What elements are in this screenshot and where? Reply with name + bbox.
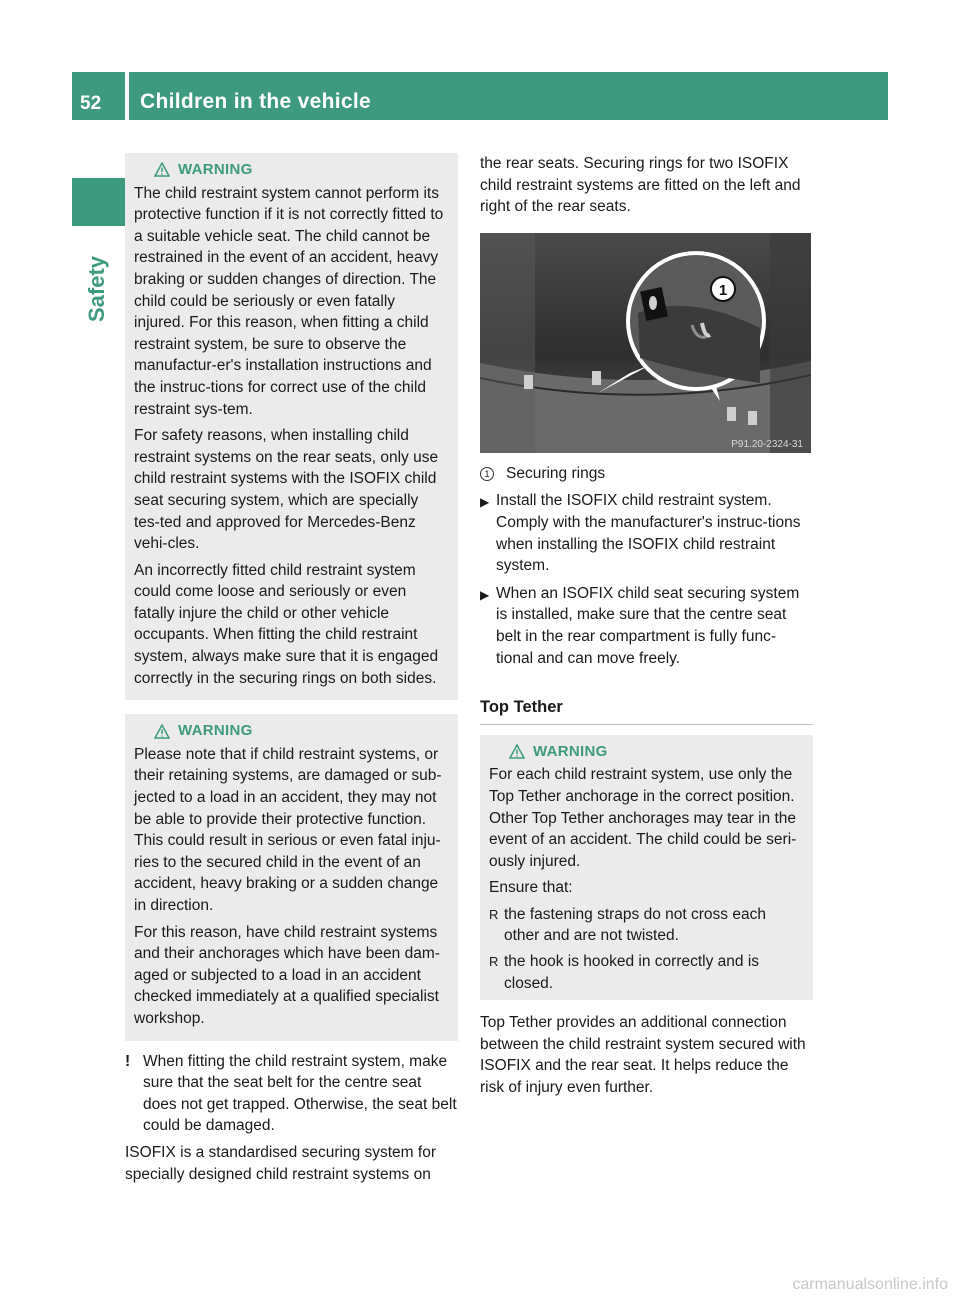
legend-text: Securing rings (506, 464, 606, 482)
bullet-icon: R (489, 906, 499, 922)
legend-item (480, 463, 813, 485)
warning-paragraph: Please note that if child restraint systems, or their retaining systems, are damaged or sub-jected to a load in an accident, they may not be able to provide their protective function. This could result in serious or even fatal inju-ries to the secured child in the event of an accident, heavy braking or a sudden change in direction. (134, 745, 442, 914)
warning-header (154, 159, 448, 181)
bullet-item (489, 951, 803, 994)
left-column (125, 153, 458, 1185)
warning-header (154, 720, 448, 742)
step-arrow-icon: ▶ (480, 495, 490, 510)
warning-triangle-icon (509, 744, 525, 759)
instruction-step (480, 583, 813, 669)
warning-header (509, 741, 803, 763)
notice-text: When fitting the child restraint system, make sure that the seat belt for the centre seat does not get trapped. Otherwise, the seat belt could be damaged. (143, 1052, 457, 1135)
bullet-text: the hook is hooked in correctly and is closed. (504, 953, 760, 992)
image-code: P91.20-2324-31 (731, 438, 803, 450)
section-marker (72, 178, 125, 226)
notice-item (125, 1051, 458, 1137)
section-tab: Safety (84, 255, 109, 322)
page-number: 52 (80, 93, 102, 114)
step-text: Install the ISOFIX child restraint system. Comply with the manufacturer's instruc-tions when installing the ISOFIX child restraint system. (496, 492, 801, 575)
warning-paragraph: Ensure that: (489, 879, 573, 897)
warning-box (125, 153, 458, 700)
warning-title: WARNING (178, 161, 253, 178)
body-text: Top Tether provides an additional connection between the child restraint system secured with ISOFIX and the rear seat. It helps reduce the risk of injury even further. (480, 1014, 806, 1097)
body-text: the rear seats. Securing rings for two ISOFIX child restraint systems are fitted on the left and right of the rear seats. (480, 155, 801, 216)
step-arrow-icon: ▶ (480, 587, 490, 602)
warning-box (480, 735, 813, 1001)
right-column (480, 153, 813, 1099)
warning-triangle-icon (154, 162, 170, 177)
watermark: carmanualsonline.info (792, 1276, 948, 1293)
warning-box (125, 714, 458, 1040)
warning-title: WARNING (533, 742, 608, 760)
body-text: ISOFIX is a standardised securing system for specially designed child restraint systems on (125, 1143, 436, 1183)
callout-number: 1 (718, 281, 728, 299)
isofix-rings-photo (480, 233, 811, 453)
bullet-text: the fastening straps do not cross each other and are not twisted. (504, 905, 766, 945)
bullet-icon: R (489, 954, 499, 970)
bullet-item (489, 904, 803, 947)
warning-paragraph: The child restraint system cannot perform its protective function if it is not correctly fitted to a suitable vehicle seat. The child cannot be restrained in the event of an accident, heavy braking or sudden changes of direction. The child could be seriously or even fatally injured. For this reason, when fitting a child restraint system, be sure to observe the manufactur-er's installation instructions and the instruc-tions for correct use of the child restraint sys-tem. (134, 184, 444, 418)
exclamation-icon: ! (125, 1052, 131, 1070)
warning-triangle-icon (154, 724, 170, 739)
step-text: When an ISOFIX child seat securing system is installed, make sure that the centre seat belt in the rear compartment is fully func-tional and can move freely. (496, 584, 800, 667)
page-title: Children in the vehicle (140, 90, 371, 113)
legend-number: 1 (480, 467, 494, 481)
warning-paragraph: For each child restraint system, use only the Top Tether anchorage in the correct position. Other Top Tether anchorages may tear in the event of an accident. The child could be seri-ously injured. (489, 766, 797, 870)
section-heading: Top Tether (480, 697, 813, 725)
warning-paragraph: For safety reasons, when installing child restraint systems on the rear seats, only use child restraint systems with the ISOFIX child seat securing system, which are specially tes-ted and approved for Mercedes-Benz vehi-cles. (134, 427, 439, 553)
warning-paragraph: For this reason, have child restraint systems and their anchorages which have been dam-aged or subjected to a load in an accident checked immediately at a qualified specialist workshop. (134, 923, 440, 1027)
instruction-step (480, 490, 813, 576)
warning-paragraph: An incorrectly fitted child restraint system could come loose and seriously or even fatally injure the child or other vehicle occupants. When fitting the child restraint system, always make sure that it is engaged correctly in the securing rings on both sides. (134, 561, 439, 687)
warning-title: WARNING (178, 722, 253, 740)
